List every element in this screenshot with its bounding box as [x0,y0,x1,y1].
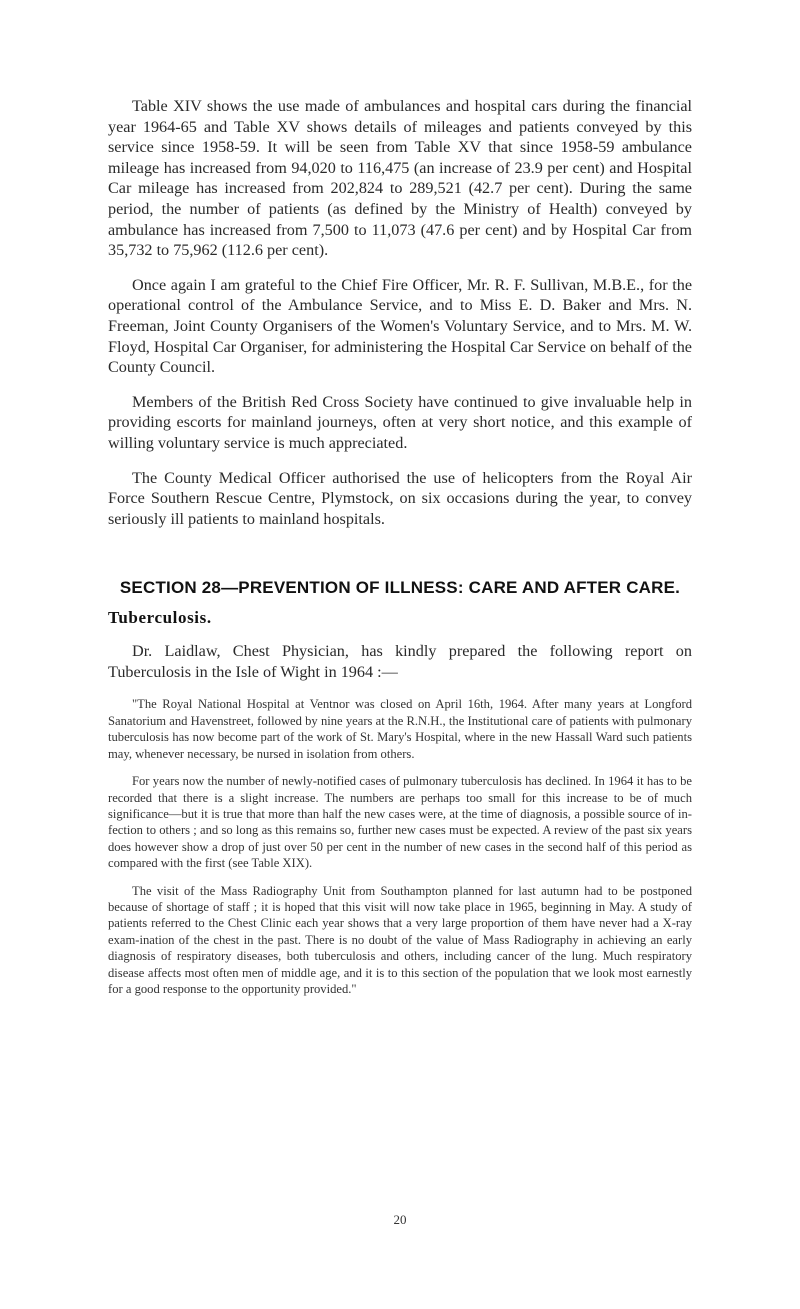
report-paragraph-cases: For years now the number of newly-notified cases of pulmonary tuberculosis has declined. In 1964 it has to be recorded that there is a slight increase. The numbers are perhaps too small for this increase to be of much significance—but it is true that more than half the new cases were, at the time of diagnosis, a possible source of in-fection to others ; and so long as this remains so, further new cases must be expected. A review of the past six years does however show a drop of just over 50 per cent in the number of new cases in the second half of this period as compared with the first (see Table XIX). [108,774,692,871]
document-page [108,96,692,1008]
sub-heading-tuberculosis: Tuberculosis. [108,608,212,628]
paragraph-red-cross: Members of the British Red Cross Society have continued to give invaluable help in providing escorts for mainland journeys, often at very short notice, and this example of willing voluntary service is much appreciated. [108,392,692,452]
paragraph-ambulance-statistics: Table XIV shows the use made of ambulances and hospital cars during the financial year 1964-65 and Table XV shows details of mileages and patients conveyed by this service since 1958-59. It will be seen from Table XV that since 1958-59 ambulance mileage has increased from 94,020 to 116,475 (an increase of 23.9 per cent) and Hospital Car mileage has increased from 202,824 to 289,521 (42.7 per cent). During the same period, the number of patients (as defined by the Ministry of Health) conveyed by ambulance has increased from 7,500 to 11,073 (47.6 per cent) and by Hospital Car from 35,732 to 75,962 (112.6 per cent). [108,97,692,260]
paragraph-helicopters: The County Medical Officer authorised the use of helicopters from the Royal Air Force Southern Rescue Centre, Plymstock, on six occasions during the year, to convey seriously ill patients to mainland hospitals. [108,468,692,528]
section-heading: SECTION 28—PREVENTION OF ILLNESS: CARE AND AFTER CARE. [119,578,681,598]
paragraph-acknowledgements: Once again I am grateful to the Chief Fire Officer, Mr. R. F. Sullivan, M.B.E., for the operational control of the Ambulance Service, and to Miss E. D. Baker and Mrs. N. Freeman, Joint County Organisers of the Women's Voluntary Service, and to Mrs. M. W. Floyd, Hospital Car Organiser, for administering the Hospital Car Service on behalf of the County Council. [108,275,692,377]
page-number: 20 [393,1212,407,1227]
report-paragraph-radiography: The visit of the Mass Radiography Unit from Southampton planned for last autumn had to be postponed because of shortage of staff ; it is hoped that this visit will now take place in 1965, beginning in May. A study of patients referred to the Chest Clinic each year shows that a very large proportion of them have never had a X-ray exam-ination of the chest in the past. There is no doubt of the value of Mass Radiography in achieving an early diagnosis of respiratory diseases, both tuberculosis and others, including cancer of the lung. Much respiratory disease affects most often men of middle age, and it is to this section of the population that we look most earnestly for a good response to the opportunity provided." [108,883,692,996]
paragraph-report-intro: Dr. Laidlaw, Chest Physician, has kindly prepared the following report on Tuberculosis in the Isle of Wight in 1964 :— [108,642,692,681]
report-paragraph-hospital: "The Royal National Hospital at Ventnor was closed on April 16th, 1964. After many years at Longford Sanatorium and Havenstreet, followed by nine years at the R.N.H., the Institutional care of patients with pulmonary tuberculosis has now become part of the work of St. Mary's Hospital, where in the new Hassall Ward such patients may, whenever necessary, be nursed in isolation from others. [108,697,692,761]
